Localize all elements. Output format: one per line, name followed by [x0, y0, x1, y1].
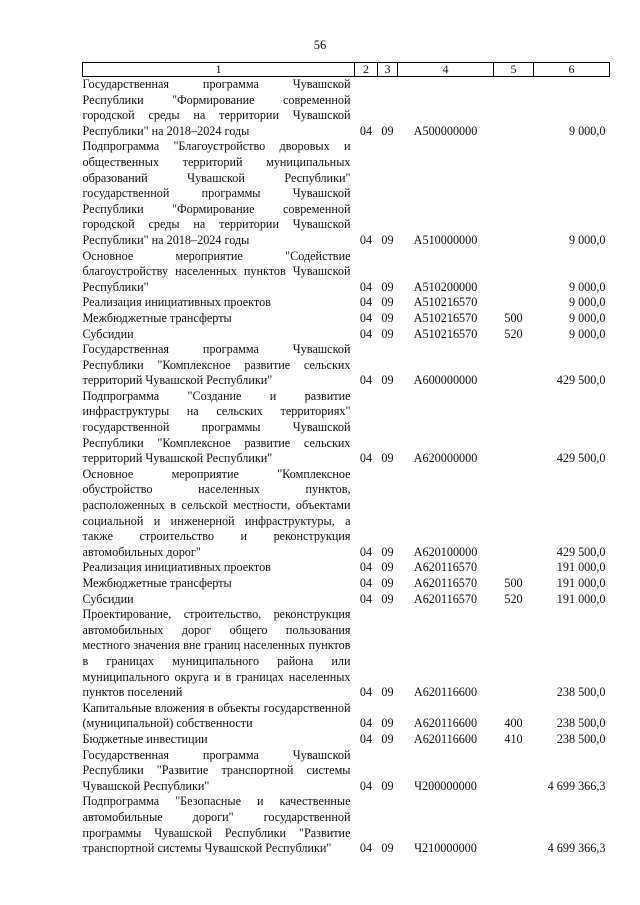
- row-expense-type: [494, 295, 534, 311]
- column-header: 5: [494, 63, 534, 77]
- row-target-article: А620116570: [413, 591, 478, 606]
- row-target-article: А620116570: [413, 560, 478, 575]
- row-name: Государственная программа Чувашской Республики "Развитие транспортной системы Чувашской Республики": [82, 747, 351, 793]
- row-amount: 191 000,0: [556, 576, 606, 590]
- row-amount: 429 500,0: [556, 451, 606, 466]
- row-amount: 238 500,0: [556, 731, 606, 746]
- row-name: Субсидии: [82, 591, 134, 606]
- row-amount: 4 699 366,3: [547, 841, 606, 856]
- row-subsection: 09: [381, 778, 394, 793]
- row-section: 04: [359, 544, 373, 559]
- row-expense-type: [494, 249, 534, 296]
- table-row: [83, 576, 610, 592]
- table-row: [83, 311, 610, 327]
- row-section: 04: [359, 778, 373, 793]
- table-row: [83, 732, 610, 748]
- table-row: [83, 467, 610, 561]
- row-target-article: А620116600: [413, 716, 478, 731]
- row-expense-type: 520: [504, 326, 523, 341]
- row-expense-type: 500: [504, 576, 523, 590]
- row-section: 04: [359, 576, 373, 590]
- row-section: 04: [359, 731, 373, 746]
- row-name: Подпрограмма "Безопасные и качественные автомобильные дороги" государственной программы Чувашской Республики "Развитие транспортной системы Чувашской Республики": [82, 794, 351, 856]
- row-amount: 429 500,0: [556, 544, 606, 559]
- row-name: Субсидии: [82, 326, 134, 341]
- column-header: 4: [398, 63, 494, 77]
- row-amount: 9 000,0: [568, 123, 606, 138]
- row-name: Реализация инициативных проектов: [82, 295, 271, 310]
- row-amount: 238 500,0: [556, 685, 606, 700]
- row-amount: 4 699 366,3: [547, 778, 606, 793]
- row-expense-type: [494, 342, 534, 389]
- column-header: 6: [534, 63, 610, 77]
- row-amount: 429 500,0: [556, 373, 606, 388]
- row-target-article: Ч200000000: [414, 778, 477, 793]
- table-row: [83, 607, 610, 701]
- row-subsection: 09: [381, 373, 394, 388]
- row-expense-type: 410: [504, 731, 523, 746]
- row-name: Государственная программа Чувашской Республики "Формирование современной городской среды на территории Чувашской Республики" на 2018–2024 годы: [82, 77, 351, 138]
- row-name: Межбюджетные трансферты: [82, 310, 232, 325]
- row-subsection: 09: [381, 576, 394, 590]
- row-expense-type: [494, 607, 534, 701]
- row-expense-type: [494, 467, 534, 561]
- row-target-article: А600000000: [413, 373, 478, 388]
- table-row: [83, 389, 610, 467]
- table-row: [83, 701, 610, 732]
- row-target-article: А510000000: [413, 232, 478, 247]
- row-expense-type: [494, 748, 534, 795]
- row-target-article: А510200000: [413, 279, 478, 294]
- row-name: Межбюджетные трансферты: [82, 576, 232, 590]
- row-section: 04: [359, 451, 373, 466]
- row-target-article: А620100000: [413, 544, 478, 559]
- row-name: Реализация инициативных проектов: [82, 560, 271, 575]
- row-target-article: А620116600: [413, 731, 478, 746]
- row-section: 04: [359, 123, 373, 138]
- row-name: Государственная программа Чувашской Республики "Комплексное развитие сельских территорий Чувашской Республики": [82, 342, 351, 388]
- row-subsection: 09: [381, 123, 394, 138]
- row-subsection: 09: [381, 295, 394, 310]
- row-expense-type: 400: [504, 716, 523, 731]
- row-expense-type: 520: [504, 591, 523, 606]
- row-name: Капитальные вложения в объекты государственной (муниципальной) собственности: [82, 700, 351, 731]
- row-section: 04: [359, 279, 373, 294]
- row-name: Бюджетные инвестиции: [82, 731, 208, 746]
- row-subsection: 09: [381, 544, 394, 559]
- row-subsection: 09: [381, 591, 394, 606]
- row-amount: 191 000,0: [556, 560, 606, 575]
- row-subsection: 09: [381, 716, 394, 731]
- row-section: 04: [359, 232, 373, 247]
- table-row: [83, 592, 610, 608]
- row-name: Подпрограмма "Создание и развитие инфраструктуры на сельских территориях" государственной программы Чувашской Республики "Комплексное развитие сельских территорий Чувашской Республики": [82, 388, 351, 466]
- table-row: [83, 139, 610, 248]
- table-row: [83, 249, 610, 296]
- column-header: 1: [83, 63, 355, 77]
- row-subsection: 09: [381, 279, 394, 294]
- row-name: Основное мероприятие "Комплексное обустройство населенных пунктов, расположенных в сельской местности, объектами социальной и инженерной инфраструктуры, а также строительство и реконструкция автомобильных дорог": [82, 466, 351, 559]
- row-amount: 9 000,0: [568, 232, 606, 247]
- row-expense-type: [494, 139, 534, 248]
- row-section: 04: [359, 841, 373, 856]
- table-row: [83, 295, 610, 311]
- table-row: [83, 327, 610, 343]
- row-expense-type: 500: [504, 310, 523, 325]
- row-amount: 238 500,0: [556, 716, 606, 731]
- row-subsection: 09: [381, 232, 394, 247]
- column-header: 3: [378, 63, 398, 77]
- row-subsection: 09: [381, 326, 394, 341]
- row-amount: 191 000,0: [556, 591, 606, 606]
- row-section: 04: [359, 685, 373, 700]
- row-name: Основное мероприятие "Содействие благоустройству населенных пунктов Чувашской Республики": [82, 248, 351, 294]
- table-row: [83, 794, 610, 856]
- row-amount: 9 000,0: [568, 279, 606, 294]
- row-target-article: А620116570: [413, 576, 478, 590]
- row-target-article: А620000000: [413, 451, 478, 466]
- row-name: Проектирование, строительство, реконструкция автомобильных дорог общего пользования местного значения вне границ населенных пунктов в границах муниципального района или муниципального округа и в границах населенных пунктов поселений: [82, 607, 351, 700]
- table-row: [83, 560, 610, 576]
- row-subsection: 09: [381, 560, 394, 575]
- row-amount: 9 000,0: [568, 326, 606, 341]
- budget-table: [82, 62, 610, 857]
- table-row: [83, 748, 610, 795]
- row-expense-type: [494, 77, 534, 140]
- row-amount: 9 000,0: [568, 295, 606, 310]
- column-header: 2: [355, 63, 378, 77]
- row-subsection: 09: [381, 731, 394, 746]
- row-section: 04: [359, 326, 373, 341]
- row-target-article: А620116600: [413, 685, 478, 700]
- row-target-article: Ч210000000: [414, 841, 477, 856]
- row-target-article: А500000000: [413, 123, 478, 138]
- row-target-article: А510216570: [413, 295, 478, 310]
- table-header-row: [83, 63, 610, 77]
- row-subsection: 09: [381, 685, 394, 700]
- row-target-article: А510216570: [413, 326, 478, 341]
- row-amount: 9 000,0: [568, 310, 606, 325]
- row-section: 04: [359, 310, 373, 325]
- row-expense-type: [494, 389, 534, 467]
- table-row: [83, 77, 610, 140]
- row-expense-type: [494, 794, 534, 856]
- table-row: [83, 342, 610, 389]
- row-section: 04: [359, 373, 373, 388]
- page-number: 56: [313, 38, 327, 52]
- row-section: 04: [359, 591, 373, 606]
- row-section: 04: [359, 295, 373, 310]
- row-target-article: А510216570: [413, 310, 478, 325]
- row-section: 04: [359, 560, 373, 575]
- row-section: 04: [359, 716, 373, 731]
- row-name: Подпрограмма "Благоустройство дворовых и общественных территорий муниципальных образований Чувашской Республики" государственной программы Чувашской Республики "Формирование современной городской среды на территории Чувашской Республики" на 2018–2024 годы: [82, 139, 351, 247]
- row-subsection: 09: [381, 841, 394, 856]
- row-expense-type: [494, 560, 534, 576]
- row-subsection: 09: [381, 451, 394, 466]
- row-subsection: 09: [381, 310, 394, 325]
